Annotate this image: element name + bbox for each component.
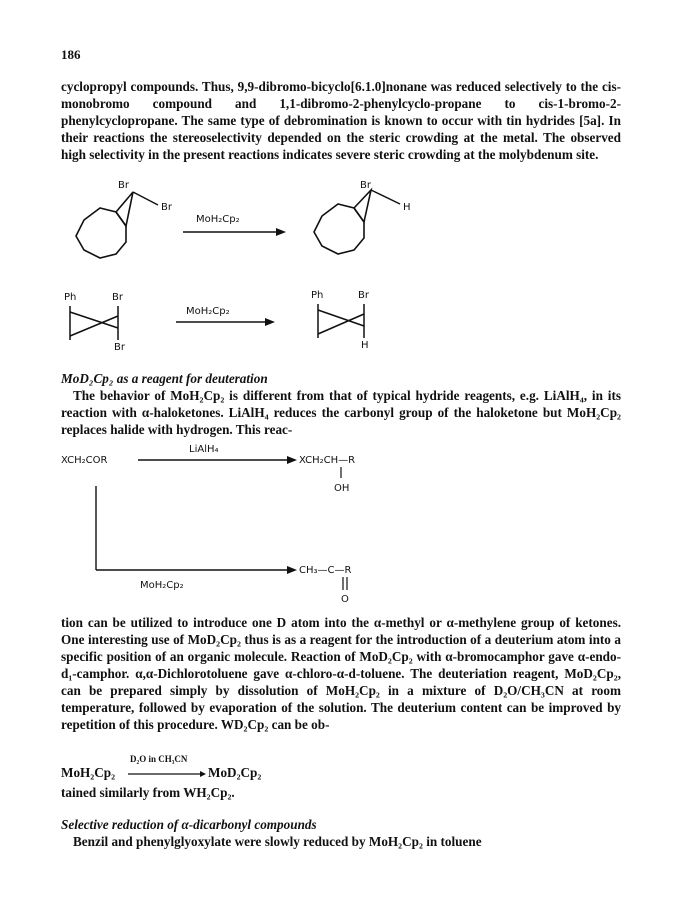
equation-right: MoD₂Cp₂ bbox=[208, 765, 262, 780]
r1-br-side: Br bbox=[161, 202, 172, 213]
section1-para3: tained similarly from WH₂Cp₂. bbox=[61, 785, 235, 800]
r2-br-top: Br bbox=[112, 292, 123, 303]
scheme2-start: XCH₂COR bbox=[61, 455, 108, 466]
page-number: 186 bbox=[61, 47, 81, 62]
r1-br-top: Br bbox=[118, 180, 129, 191]
r2-br-bottom: Br bbox=[114, 342, 125, 353]
r2-ph: Ph bbox=[64, 292, 77, 303]
r2-reagent: MoH₂Cp₂ bbox=[186, 306, 230, 317]
scheme2-reagent-bottom: MoH₂Cp₂ bbox=[140, 580, 184, 591]
intro-paragraph: cyclopropyl compounds. Thus, 9,9-dibromo-bicyclo[6.1.0]nonane was reduced selectively to the cis-monobromo compound and 1,1-dibromo-2-phenylcyclo-propane to cis-1-bromo-2-phenylcyclopropane. The same type of debromination is known to occur with tin hydrides [5a]. In their reactions the stereoselectivity depended on the steric crowding at the metal. The observed high selectivity in the present reactions indicates severe steric crowding at the molybdenum site. bbox=[61, 79, 621, 162]
p2-ph: Ph bbox=[311, 290, 324, 301]
section2-heading: Selective reduction of α-dicarbonyl compounds bbox=[61, 817, 317, 832]
p2-h: H bbox=[361, 340, 369, 351]
p2-br: Br bbox=[358, 290, 369, 301]
scheme2-product-bottom: CH₃—C—R bbox=[299, 565, 352, 576]
section1-para1: The behavior of MoH₂Cp₂ is different from that of typical hydride reagents, e.g. LiAlH₄, in its reaction with α-haloketones. LiAlH₄ reduces the carbonyl group of the haloketone but MoH₂Cp₂ replaces halide with hydrogen. This reac- bbox=[61, 388, 621, 437]
p1-br: Br bbox=[360, 180, 371, 191]
section1-heading: MoD₂Cp₂ as a reagent for deuteration bbox=[61, 371, 268, 386]
p1-h: H bbox=[403, 202, 411, 213]
scheme2-product-top: XCH₂CH—R bbox=[299, 455, 356, 466]
scheme2-product-bottom-o: O bbox=[341, 594, 349, 605]
section2-para: Benzil and phenylglyoxylate were slowly reduced by MoH₂Cp₂ in toluene bbox=[73, 834, 482, 849]
scheme2-product-top-oh: OH bbox=[334, 483, 350, 494]
equation-condition: D₂O in CH₃CN bbox=[130, 754, 188, 764]
equation-left: MoH₂Cp₂ bbox=[61, 765, 116, 780]
section1-para2: tion can be utilized to introduce one D atom into the α-methyl or α-methylene group of ketones. One interesting use of MoD₂Cp₂ thus is as a reagent for the introduction of a deuterium atom into a specific position of an organic molecule. Reaction of MoD₂Cp₂ with α-bromocamphor gave α-endo-d₁-camphor. α,α-Dichlorotoluene gave α-chloro-α-d-toluene. The deuteriation reagent, MoD₂Cp₂, can be prepared simply by dissolution of MoH₂Cp₂ in a mixture of D₂O/CH₃CN at room temperature, followed by evaporation of the solution. The deuterium content can be improved by repetition of this procedure. WD₂Cp₂ can be ob- bbox=[61, 615, 621, 732]
scheme2-reagent-top: LiAlH₄ bbox=[189, 444, 219, 455]
r1-reagent: MoH₂Cp₂ bbox=[196, 214, 240, 225]
